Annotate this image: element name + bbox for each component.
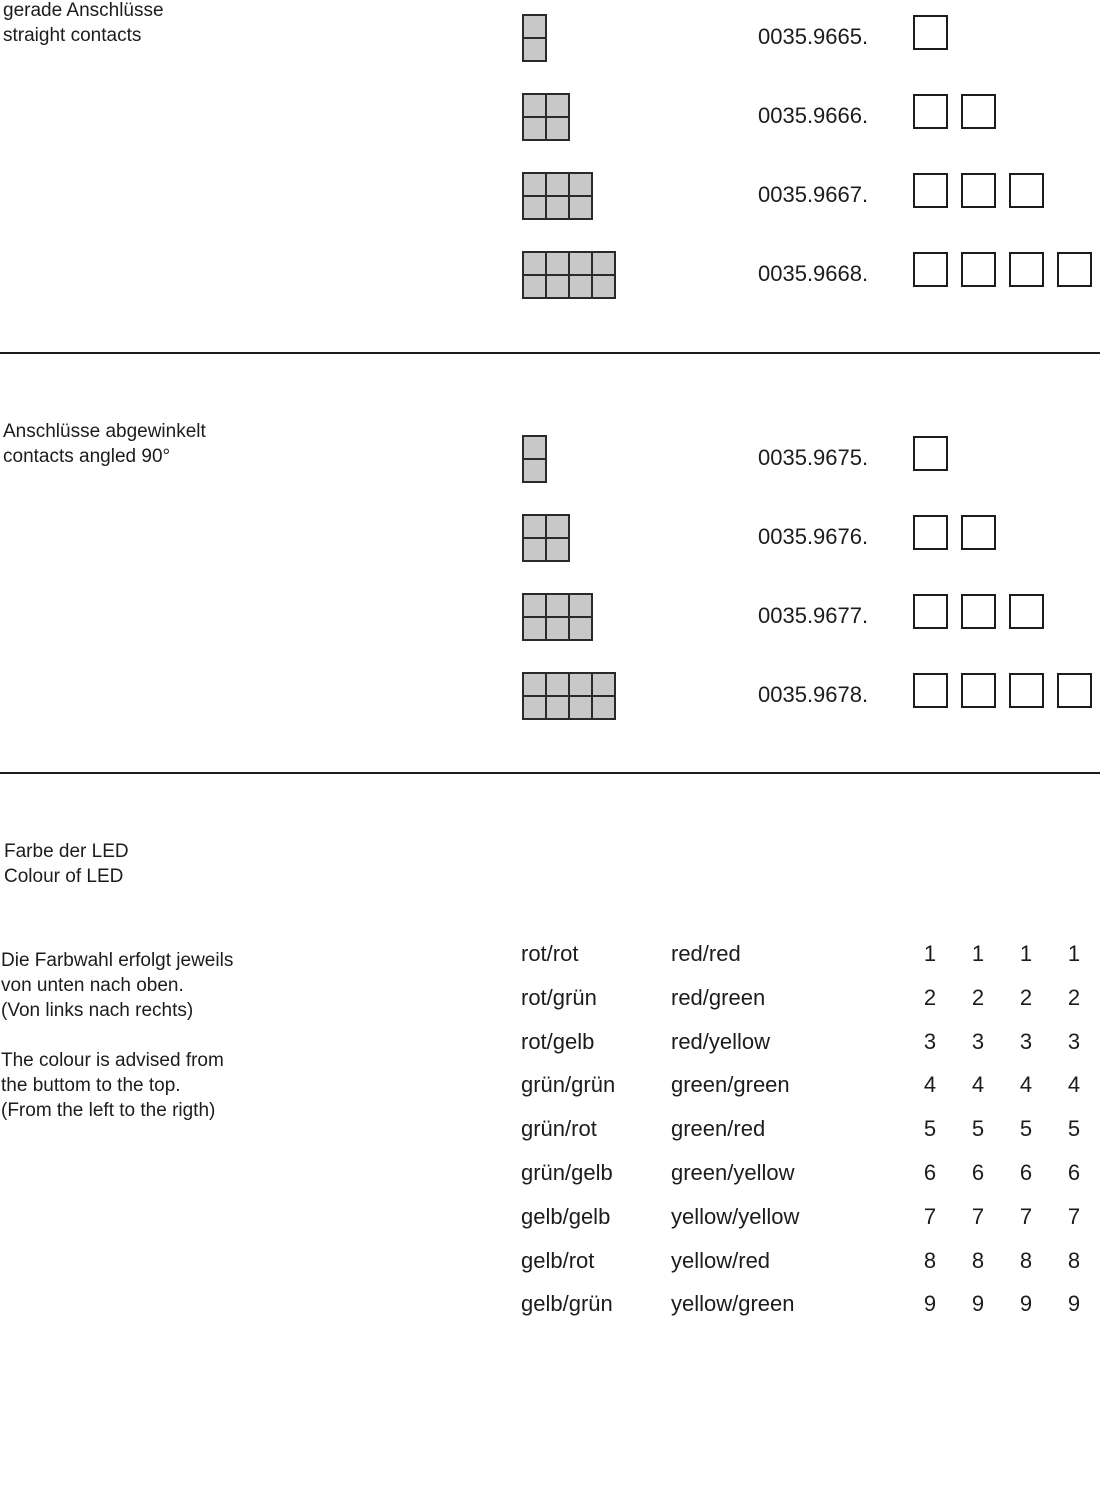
connector-cell <box>547 197 568 218</box>
option-boxes <box>913 15 948 50</box>
option-checkbox[interactable] <box>961 173 996 208</box>
option-checkbox[interactable] <box>913 252 948 287</box>
option-boxes <box>913 94 996 129</box>
connector-cell <box>570 253 591 274</box>
option-checkbox[interactable] <box>1009 173 1044 208</box>
connector-cell <box>524 674 545 695</box>
colour-en: red/yellow <box>671 1028 771 1054</box>
colour-de: gelb/gelb <box>521 1203 611 1229</box>
colour-code-number: 3 <box>1067 1028 1081 1054</box>
connector-cell <box>547 118 568 139</box>
colour-code-number: 1 <box>1019 941 1033 966</box>
option-checkbox[interactable] <box>961 94 996 129</box>
connector-grid-icon <box>522 435 547 483</box>
article-code: 0035.9678. <box>758 682 869 707</box>
connector-cell <box>547 697 568 718</box>
led-label-en: Colour of LED <box>4 866 124 887</box>
colour-de: rot/grün <box>521 984 597 1010</box>
option-boxes <box>913 594 1044 629</box>
colour-en: red/red <box>671 941 741 966</box>
connector-cell <box>524 437 545 458</box>
connector-cell <box>547 539 568 560</box>
led-note-de-line: von unten nach oben. <box>1 975 184 996</box>
connector-cell <box>524 16 545 37</box>
connector-cell <box>547 174 568 195</box>
colour-en: green/red <box>671 1116 766 1142</box>
section-straight-label <box>3 0 164 48</box>
section-straight-label-en: straight contacts <box>3 25 142 46</box>
section-straight-label-de: gerade Anschlüsse <box>3 0 164 21</box>
option-checkbox[interactable] <box>913 594 948 629</box>
colour-code-number: 3 <box>971 1028 985 1054</box>
connector-cell <box>524 697 545 718</box>
connector-cell <box>547 95 568 116</box>
section-angled-label-de: Anschlüsse abgewinkelt <box>3 421 206 442</box>
connector-grid-icon <box>522 593 593 641</box>
option-checkbox[interactable] <box>1009 252 1044 287</box>
colour-code-number: 7 <box>1067 1203 1081 1229</box>
colour-code-number: 9 <box>971 1291 985 1317</box>
colour-code-number: 8 <box>971 1247 985 1273</box>
article-code: 0035.9677. <box>758 603 869 628</box>
colour-de: grün/rot <box>521 1116 597 1142</box>
led-label <box>4 839 129 889</box>
led-note-en-line: the buttom to the top. <box>1 1075 181 1096</box>
led-note-de-line: (Von links nach rechts) <box>1 1000 194 1021</box>
colour-code-number: 4 <box>1019 1072 1033 1098</box>
option-checkbox[interactable] <box>1009 673 1044 708</box>
colour-code-number: 7 <box>971 1203 985 1229</box>
colour-code-number: 6 <box>1067 1160 1081 1185</box>
option-checkbox[interactable] <box>913 173 948 208</box>
colour-code-number: 7 <box>1019 1203 1033 1229</box>
colour-code-number: 1 <box>923 941 937 966</box>
connector-cell <box>524 276 545 297</box>
option-checkbox[interactable] <box>913 515 948 550</box>
connector-cell <box>524 460 545 481</box>
connector-cell <box>524 95 545 116</box>
connector-cell <box>547 595 568 616</box>
connector-cell <box>524 174 545 195</box>
option-checkbox[interactable] <box>913 673 948 708</box>
connector-cell <box>570 618 591 639</box>
connector-cell <box>524 595 545 616</box>
colour-code-number: 2 <box>971 984 985 1010</box>
article-code: 0035.9665. <box>758 24 869 49</box>
led-note-en-line: (From the left to the rigth) <box>1 1100 216 1121</box>
connector-cell <box>524 253 545 274</box>
option-checkbox[interactable] <box>961 515 996 550</box>
option-boxes <box>913 673 1092 708</box>
option-checkbox[interactable] <box>961 673 996 708</box>
colour-code-number: 9 <box>1019 1291 1033 1317</box>
option-checkbox[interactable] <box>961 594 996 629</box>
option-boxes <box>913 436 948 471</box>
colour-code-number: 5 <box>1067 1116 1081 1142</box>
colour-code-number: 2 <box>923 984 937 1010</box>
colour-en: yellow/yellow <box>671 1203 800 1229</box>
option-checkbox[interactable] <box>1057 252 1092 287</box>
colour-code-number: 6 <box>971 1160 985 1185</box>
colour-code-number: 8 <box>923 1247 937 1273</box>
colour-code-number: 4 <box>1067 1072 1081 1098</box>
led-note <box>1 948 233 1123</box>
connector-grid-icon <box>522 251 616 299</box>
colour-code-number: 1 <box>971 941 985 966</box>
section-angled-label-en: contacts angled 90° <box>3 446 171 467</box>
option-checkbox[interactable] <box>961 252 996 287</box>
divider <box>0 352 1100 354</box>
article-code: 0035.9675. <box>758 445 869 470</box>
connector-grid-icon <box>522 514 570 562</box>
colour-en: red/green <box>671 984 766 1010</box>
connector-cell <box>570 595 591 616</box>
article-code: 0035.9666. <box>758 103 869 128</box>
colour-code-number: 5 <box>923 1116 937 1142</box>
connector-cell <box>593 697 614 718</box>
connector-cell <box>524 539 545 560</box>
colour-de: rot/gelb <box>521 1028 595 1054</box>
colour-code-number: 8 <box>1019 1247 1033 1273</box>
colour-code-number: 5 <box>1019 1116 1033 1142</box>
connector-grid-icon <box>522 93 570 141</box>
option-boxes <box>913 173 1044 208</box>
connector-cell <box>593 276 614 297</box>
colour-code-number: 5 <box>971 1116 985 1142</box>
connector-grid-icon <box>522 172 593 220</box>
colour-code-number: 4 <box>971 1072 985 1098</box>
connector-cell <box>570 197 591 218</box>
connector-cell <box>524 618 545 639</box>
led-note-de-line: Die Farbwahl erfolgt jeweils <box>1 950 234 971</box>
connector-cell <box>524 516 545 537</box>
connector-grid-icon <box>522 672 616 720</box>
colour-code-number: 3 <box>1019 1028 1033 1054</box>
divider <box>0 772 1100 774</box>
colour-code-number: 3 <box>923 1028 937 1054</box>
colour-de: grün/grün <box>521 1072 616 1098</box>
colour-code-number: 4 <box>923 1072 937 1098</box>
colour-en: green/green <box>671 1072 790 1098</box>
connector-cell <box>547 276 568 297</box>
connector-cell <box>547 253 568 274</box>
connector-cell <box>524 197 545 218</box>
colour-en: green/yellow <box>671 1160 795 1185</box>
article-code: 0035.9668. <box>758 261 869 286</box>
connector-cell <box>524 39 545 60</box>
option-checkbox[interactable] <box>1057 673 1092 708</box>
connector-cell <box>570 174 591 195</box>
colour-de: rot/rot <box>521 941 579 966</box>
section-angled-label <box>3 419 206 469</box>
option-checkbox[interactable] <box>1009 594 1044 629</box>
connector-cell <box>547 674 568 695</box>
option-checkbox[interactable] <box>913 436 948 471</box>
colour-en: yellow/green <box>671 1291 795 1317</box>
connector-cell <box>547 618 568 639</box>
colour-code-number: 8 <box>1067 1247 1081 1273</box>
colour-code-number: 9 <box>1067 1291 1081 1317</box>
option-boxes <box>913 515 996 550</box>
connector-cell <box>570 276 591 297</box>
option-checkbox[interactable] <box>913 94 948 129</box>
option-boxes <box>913 252 1092 287</box>
article-code: 0035.9667. <box>758 182 869 207</box>
colour-de: gelb/rot <box>521 1247 595 1273</box>
connector-cell <box>570 674 591 695</box>
colour-code-number: 1 <box>1067 941 1081 966</box>
led-label-de: Farbe der LED <box>4 841 129 862</box>
led-note-en-line: The colour is advised from <box>1 1050 224 1071</box>
connector-cell <box>547 516 568 537</box>
option-checkbox[interactable] <box>913 15 948 50</box>
colour-code-number: 6 <box>1019 1160 1033 1185</box>
colour-de: gelb/grün <box>521 1291 613 1317</box>
connector-cell <box>593 674 614 695</box>
article-code: 0035.9676. <box>758 524 869 549</box>
colour-code-number: 2 <box>1067 984 1081 1010</box>
connector-cell <box>593 253 614 274</box>
colour-code-number: 6 <box>923 1160 937 1185</box>
connector-grid-icon <box>522 14 547 62</box>
colour-de: grün/gelb <box>521 1160 613 1185</box>
colour-code-number: 9 <box>923 1291 937 1317</box>
connector-cell <box>570 697 591 718</box>
colour-code-number: 2 <box>1019 984 1033 1010</box>
connector-cell <box>524 118 545 139</box>
colour-code-number: 7 <box>923 1203 937 1229</box>
colour-en: yellow/red <box>671 1247 771 1273</box>
